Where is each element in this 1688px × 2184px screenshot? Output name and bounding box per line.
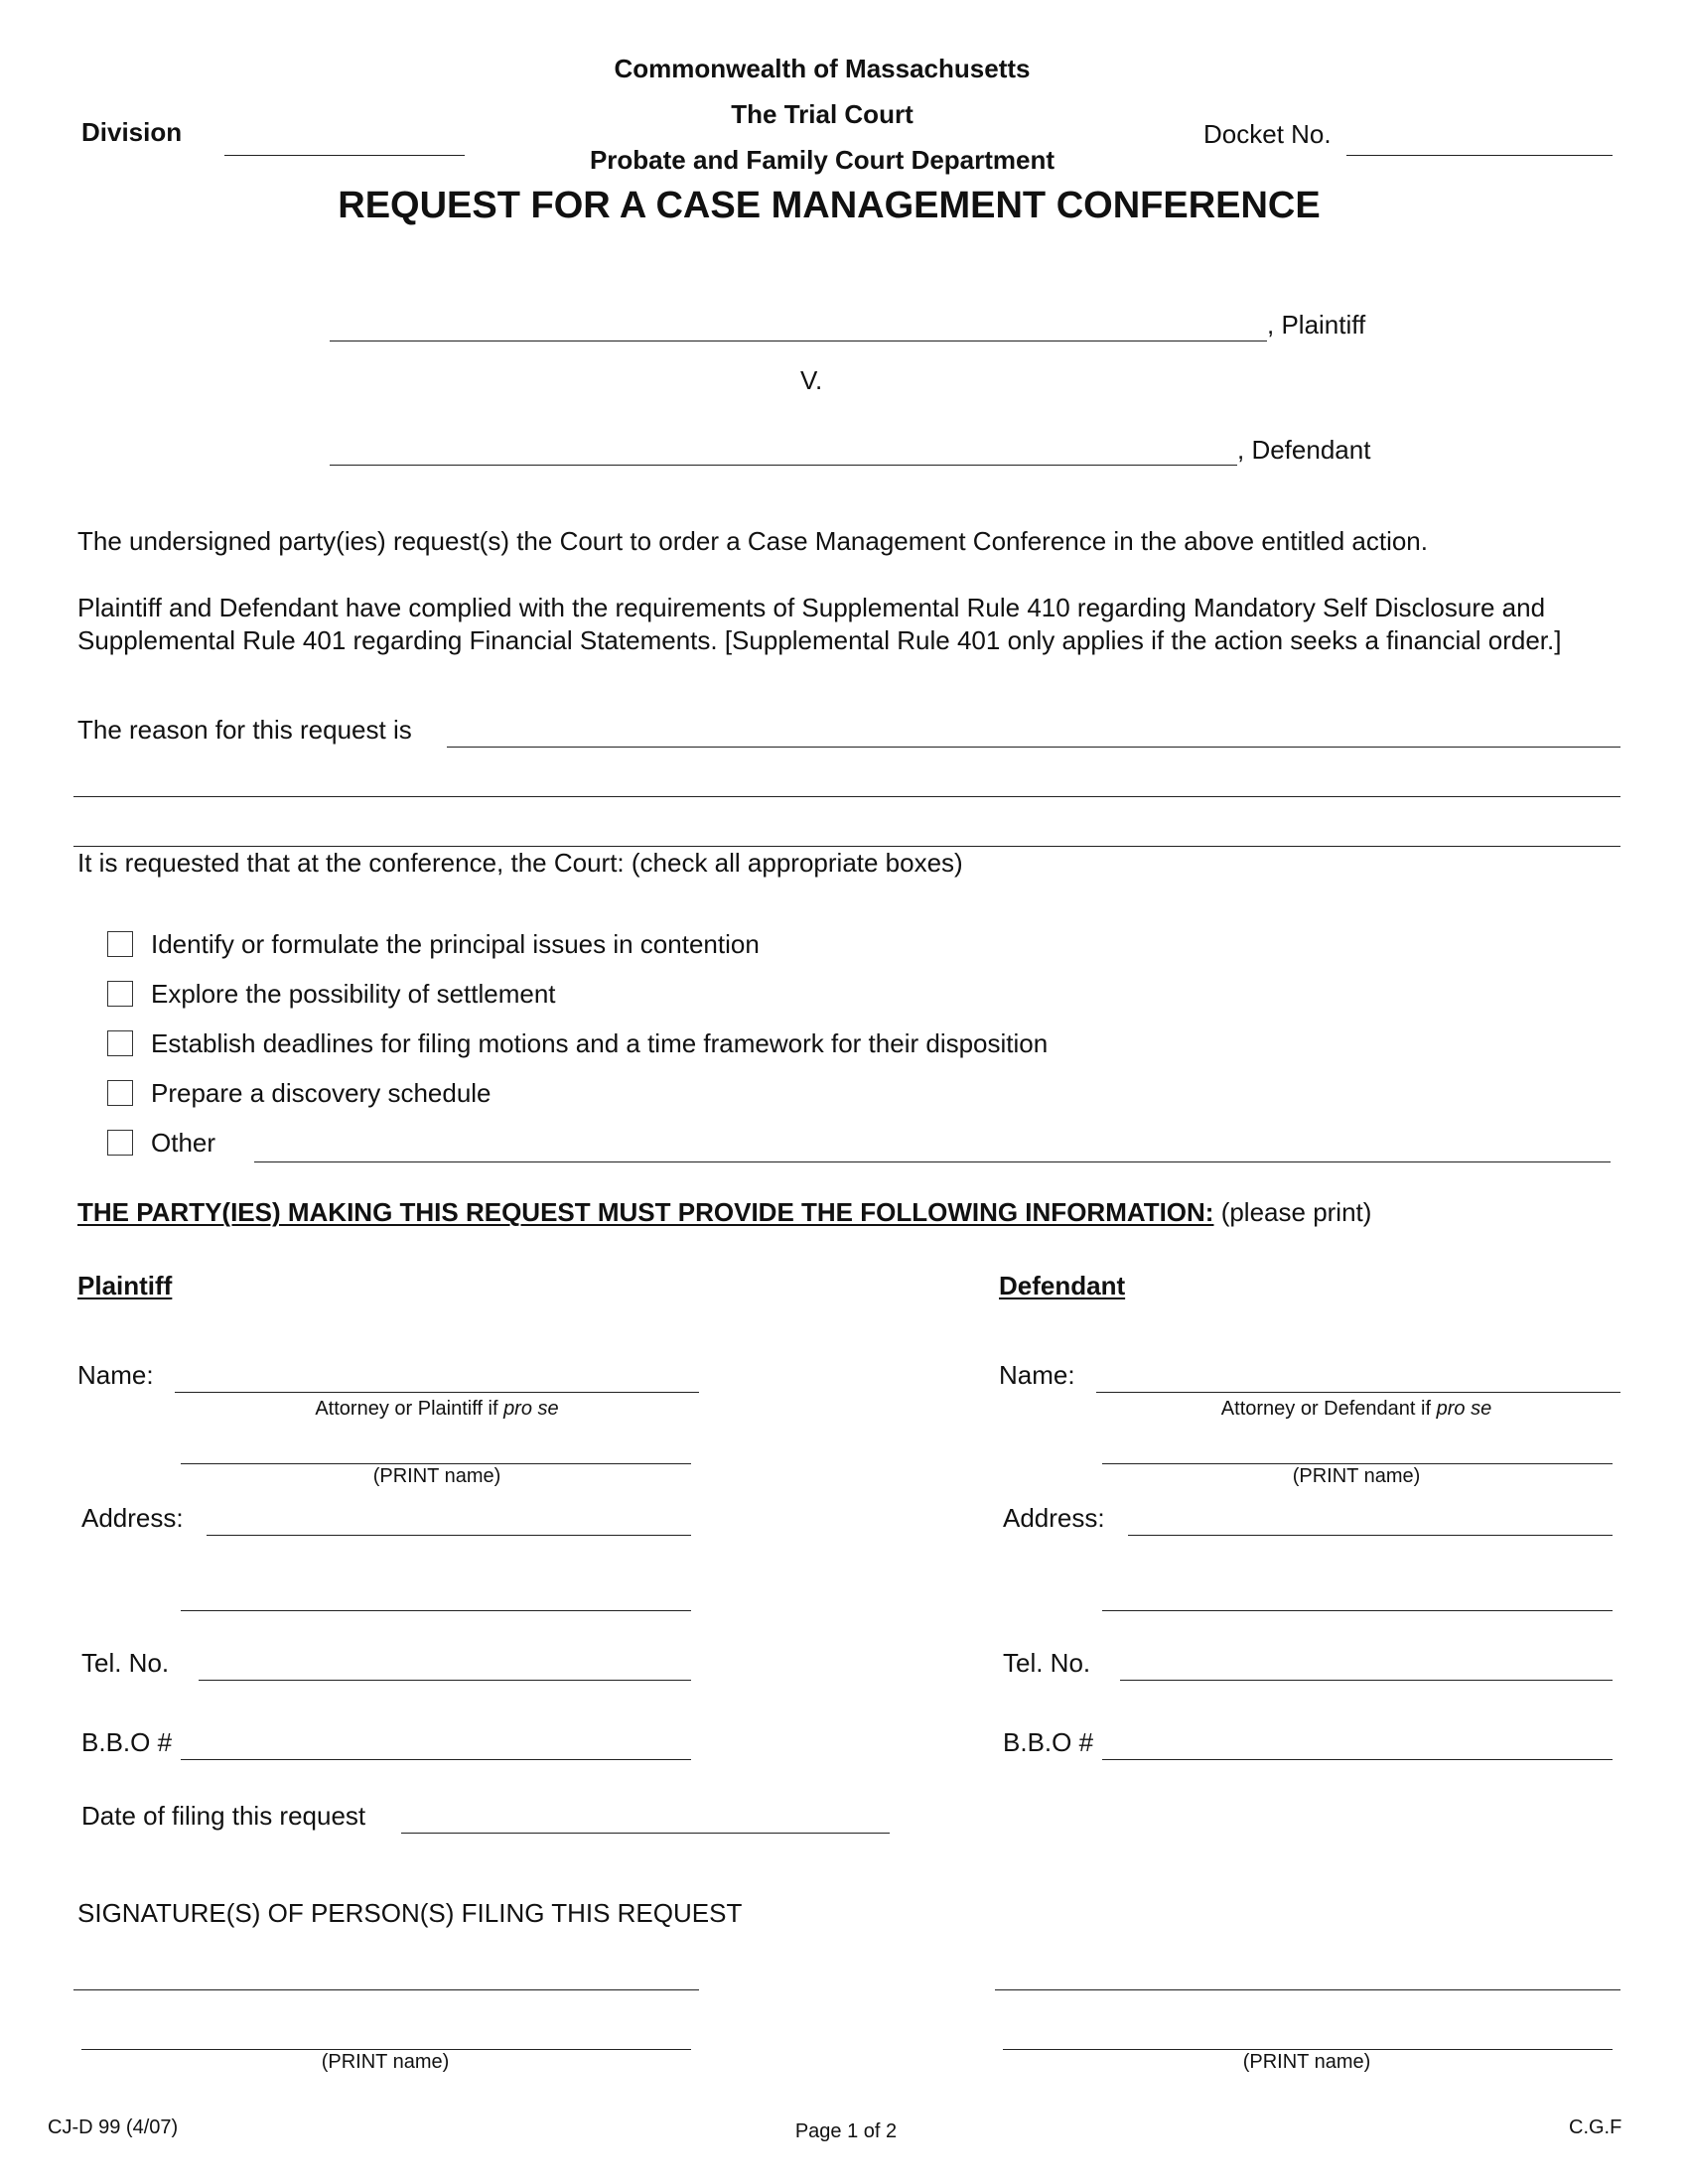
footer-code-right: C.G.F: [1569, 2116, 1622, 2138]
signature-print-name-right-field[interactable]: [1003, 2049, 1613, 2050]
defendant-name-label: Name:: [999, 1360, 1075, 1390]
signature-print-name-left-label: (PRINT name): [321, 2051, 450, 2073]
checkbox-label-discovery: Prepare a discovery schedule: [151, 1078, 492, 1108]
reason-field-line2[interactable]: [73, 796, 1620, 797]
footer-form-code: CJ-D 99 (4/07): [48, 2116, 179, 2138]
defendant-bbo-label: B.B.O #: [1003, 1727, 1094, 1757]
checkbox-identify-issues[interactable]: [107, 931, 133, 957]
defendant-heading: Defendant: [999, 1271, 1126, 1300]
plaintiff-print-name-label: (PRINT name): [372, 1465, 501, 1487]
defendant-name-field[interactable]: [330, 465, 1237, 466]
info-heading: THE PARTY(IES) MAKING THIS REQUEST MUST PROVIDE THE FOLLOWING INFORMATION:: [77, 1197, 1214, 1227]
reason-field-line1[interactable]: [447, 747, 1620, 748]
requested-label: It is requested that at the conference, the Court: (check all appropriate boxes): [77, 848, 963, 878]
plaintiff-print-name-field[interactable]: [181, 1463, 691, 1464]
info-heading-row: [77, 1197, 1371, 1228]
filing-date-label: Date of filing this request: [81, 1801, 366, 1831]
checkbox-settlement[interactable]: [107, 981, 133, 1007]
header-commonwealth: Commonwealth of Massachusetts: [614, 54, 1031, 83]
defendant-attorney-name-field[interactable]: [1096, 1392, 1620, 1393]
compliance-statement: Plaintiff and Defendant have complied with the requirements of Supplemental Rule 410 regarding Mandatory Self Disclosure and Supplemental Rule 401 regarding Financial Statements. [Supplemental Rule 401 only applies if the action seeks a financial order.]: [77, 593, 1562, 655]
defendant-print-name-label: (PRINT name): [1292, 1465, 1421, 1487]
signature-line-right[interactable]: [995, 1989, 1620, 1990]
defendant-print-name-field[interactable]: [1102, 1463, 1613, 1464]
other-field[interactable]: [254, 1161, 1611, 1162]
signature-heading: SIGNATURE(S) OF PERSON(S) FILING THIS REQUEST: [77, 1898, 743, 1928]
plaintiff-heading: Plaintiff: [77, 1271, 173, 1300]
checkbox-label-identify-issues: Identify or formulate the principal issues in contention: [151, 929, 760, 959]
signature-print-name-left-field[interactable]: [81, 2049, 691, 2050]
checkbox-label-other: Other: [151, 1128, 216, 1158]
header-trial-court: The Trial Court: [731, 99, 914, 129]
info-heading-suffix: (please print): [1213, 1197, 1372, 1227]
plaintiff-attorney-note: [315, 1398, 558, 1421]
header-department: Probate and Family Court Department: [589, 145, 1055, 175]
defendant-attorney-note-text: Attorney or Defendant if: [1220, 1398, 1437, 1420]
defendant-address-label: Address:: [1003, 1503, 1105, 1533]
plaintiff-address-field-line1[interactable]: [207, 1535, 691, 1536]
plaintiff-bbo-field[interactable]: [181, 1759, 691, 1760]
defendant-tel-label: Tel. No.: [1003, 1648, 1091, 1678]
docket-field[interactable]: [1346, 155, 1613, 156]
footer-page-number: Page 1 of 2: [794, 2120, 898, 2142]
division-label: Division: [81, 117, 183, 147]
plaintiff-tel-label: Tel. No.: [81, 1648, 170, 1678]
signature-print-name-right-label: (PRINT name): [1242, 2051, 1371, 2073]
checkbox-other[interactable]: [107, 1130, 133, 1156]
plaintiff-pro-se: pro se: [503, 1398, 559, 1420]
form-title: REQUEST FOR A CASE MANAGEMENT CONFERENCE: [338, 185, 1321, 226]
plaintiff-suffix: , Plaintiff: [1267, 310, 1366, 340]
defendant-address-field-line1[interactable]: [1128, 1535, 1613, 1536]
division-field[interactable]: [224, 155, 465, 156]
checkbox-label-settlement: Explore the possibility of settlement: [151, 979, 556, 1009]
request-statement: The undersigned party(ies) request(s) the Court to order a Case Management Conference in the above entitled action.: [77, 526, 1428, 556]
defendant-tel-field[interactable]: [1120, 1680, 1613, 1681]
plaintiff-address-label: Address:: [81, 1503, 184, 1533]
signature-line-left[interactable]: [73, 1989, 699, 1990]
defendant-bbo-field[interactable]: [1102, 1759, 1613, 1760]
plaintiff-bbo-label: B.B.O #: [81, 1727, 173, 1757]
plaintiff-tel-field[interactable]: [199, 1680, 691, 1681]
versus-label: V.: [800, 365, 823, 395]
checkbox-discovery[interactable]: [107, 1080, 133, 1106]
reason-field-line3[interactable]: [73, 846, 1620, 847]
defendant-attorney-note: [1221, 1398, 1491, 1421]
checkbox-label-deadlines: Establish deadlines for filing motions and a time framework for their disposition: [151, 1028, 1049, 1058]
defendant-suffix: , Defendant: [1237, 435, 1371, 465]
defendant-address-field-line2[interactable]: [1102, 1610, 1613, 1611]
plaintiff-attorney-note-text: Attorney or Plaintiff if: [315, 1398, 504, 1420]
reason-label: The reason for this request is: [77, 715, 412, 745]
plaintiff-name-label: Name:: [77, 1360, 154, 1390]
docket-label: Docket No.: [1203, 119, 1332, 149]
plaintiff-attorney-name-field[interactable]: [175, 1392, 699, 1393]
defendant-pro-se: pro se: [1436, 1398, 1492, 1420]
checkbox-deadlines[interactable]: [107, 1030, 133, 1056]
plaintiff-address-field-line2[interactable]: [181, 1610, 691, 1611]
filing-date-field[interactable]: [401, 1833, 890, 1834]
